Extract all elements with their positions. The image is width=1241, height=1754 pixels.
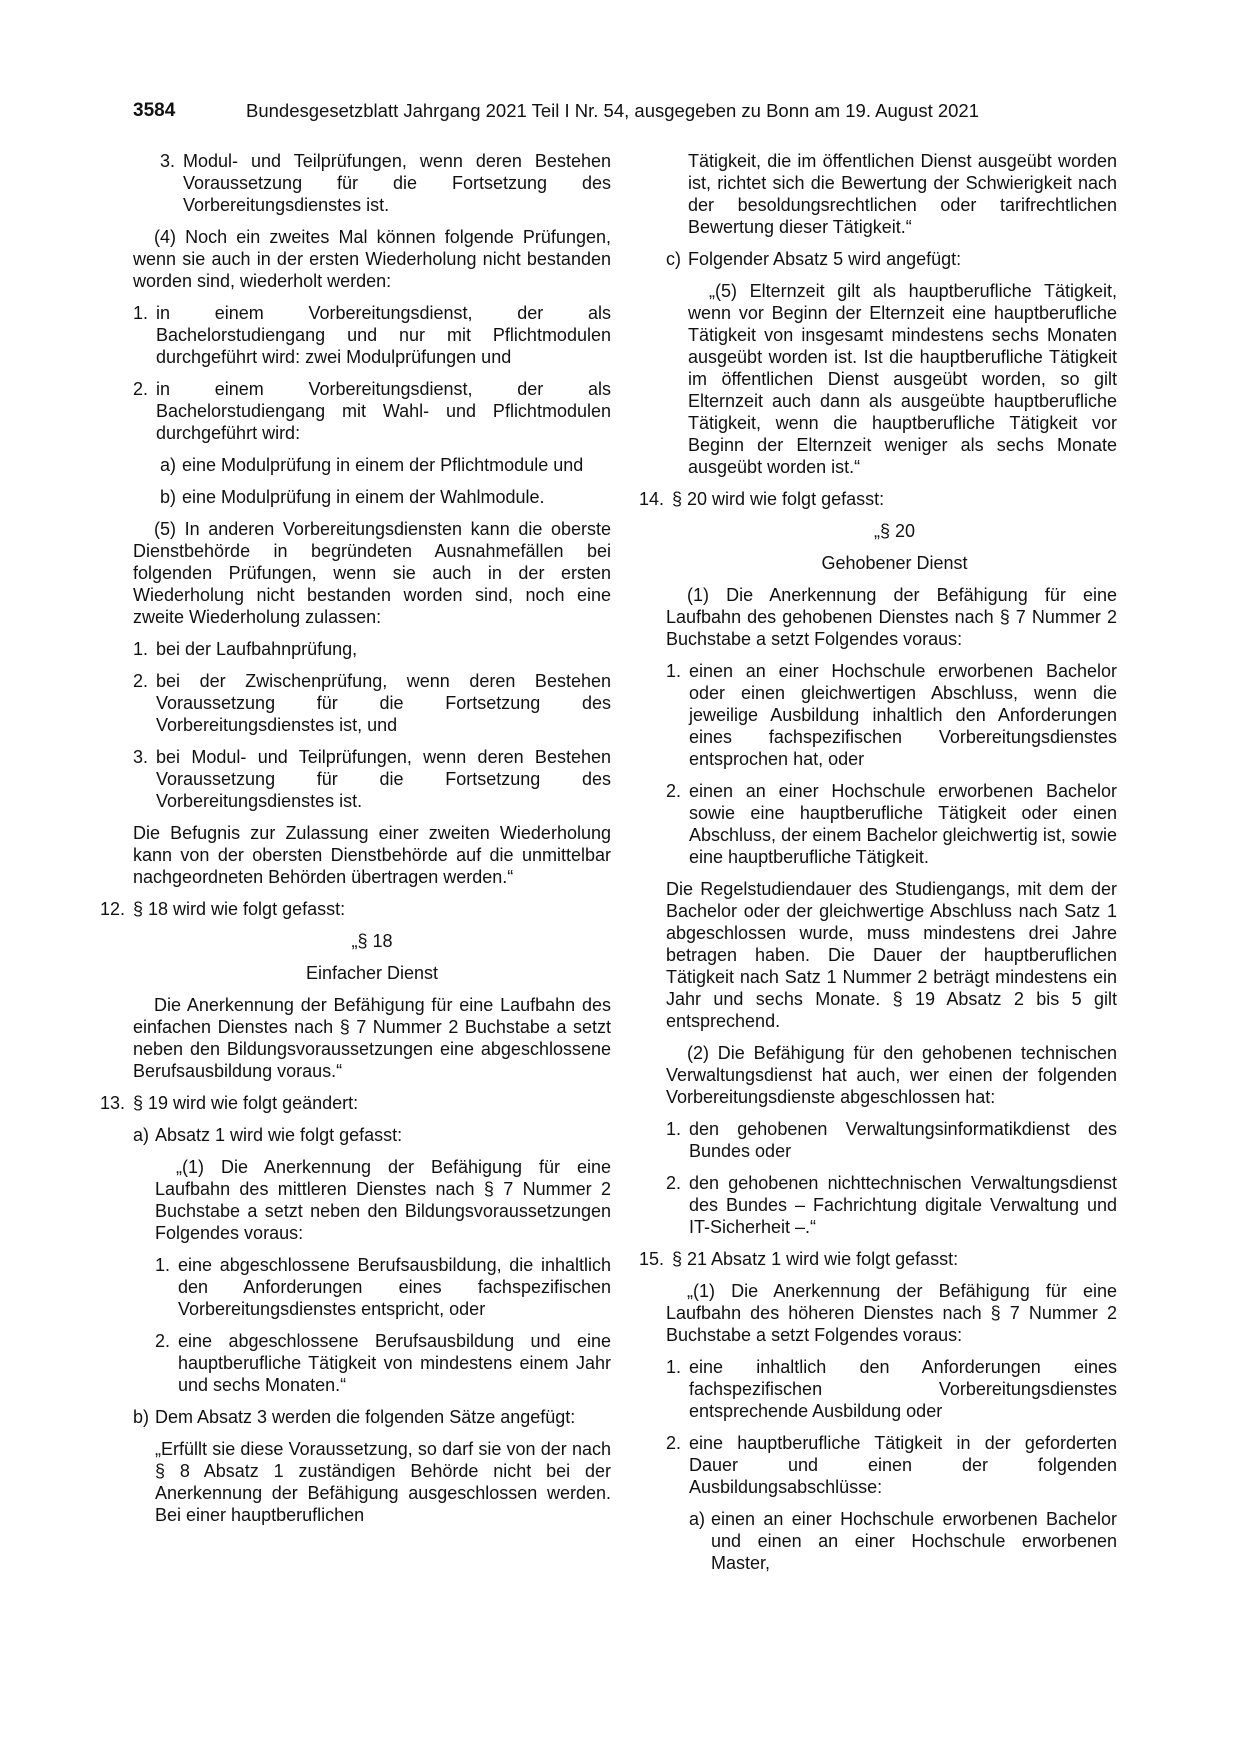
paragraph: „(1) Die Anerkennung der Befähigung für eine Laufbahn des höheren Dienstes nach § 7 Nummer 2 Buchstabe a setzt Folgendes voraus: (666, 1281, 1117, 1345)
section-number: „§ 20 (873, 521, 916, 541)
list-item: 2. bei der Zwischenprüfung, wenn deren Bestehen Voraussetzung für die Fortsetzung des Vorbereitungsdienstes ist, und (133, 671, 611, 735)
list-item: 15. § 21 Absatz 1 wird wie folgt gefasst: (639, 1249, 959, 1269)
list-item: 3. bei Modul- und Teilprüfungen, wenn deren Bestehen Voraussetzung für die Fortsetzung des Vorbereitungsdienstes ist. (133, 747, 611, 811)
list-item: 3. Modul- und Teilprüfungen, wenn deren Bestehen Voraussetzung für die Fortsetzung des Vorbereitungsdienstes ist. (160, 151, 611, 215)
paragraph: Die Befugnis zur Zulassung einer zweiten Wiederholung kann von der obersten Dienstbehörde auf die unmittelbar nachgeordneten Behörden übertragen werden.“ (133, 823, 611, 887)
paragraph: (1) Die Anerkennung der Befähigung für eine Laufbahn des gehobenen Dienstes nach § 7 Nummer 2 Buchstabe a setzt Folgendes voraus: (666, 585, 1117, 649)
list-item: 1. bei der Laufbahnprüfung, (133, 639, 358, 659)
paragraph: „Erfüllt sie diese Voraussetzung, so darf sie von der nach § 8 Absatz 1 zuständigen Behörde nicht bei der Anerkennung der Befähigung ausgeschlossen werden. Bei einer hauptberuflichen (155, 1439, 611, 1525)
list-item: 2. eine abgeschlossene Berufsausbildung und eine hauptberufliche Tätigkeit von mindestens einem Jahr und sechs Monaten.“ (155, 1331, 611, 1395)
list-item: 12. § 18 wird wie folgt gefasst: (100, 899, 346, 919)
list-item: 1. eine abgeschlossene Berufsausbildung, die inhaltlich den Anforderungen eines fachspezifischen Vorbereitungsdienstes entspricht, oder (155, 1255, 611, 1319)
list-item: 2. eine hauptberufliche Tätigkeit in der geforderten Dauer und einen der folgenden Ausbildungsabschlüsse: (666, 1433, 1117, 1497)
paragraph: (5) In anderen Vorbereitungsdiensten kann die oberste Dienstbehörde in begründeten Ausnahmefällen bei folgenden Prüfungen, wenn sie auch in der ersten Wiederholung nicht bestanden worden sind, noch eine zweite Wiederholung zulassen: (133, 519, 611, 627)
list-item: b) Dem Absatz 3 werden die folgenden Sätze angefügt: (133, 1407, 576, 1427)
section-title: Einfacher Dienst (305, 963, 439, 983)
paragraph: (4) Noch ein zweites Mal können folgende Prüfungen, wenn sie auch in der ersten Wiederholung nicht bestanden worden sind, wiederholt werden: (133, 227, 611, 291)
list-item: 1. einen an einer Hochschule erworbenen Bachelor oder einen gleichwertigen Abschluss, wenn die jeweilige Ausbildung inhaltlich den Anforderungen eines fachspezifischen Vorbereitungsdienstes entsprochen hat, oder (666, 661, 1117, 769)
list-item: b) eine Modulprüfung in einem der Wahlmodule. (160, 487, 545, 507)
list-item: a) Absatz 1 wird wie folgt gefasst: (133, 1125, 403, 1145)
section-title: Gehobener Dienst (821, 553, 968, 573)
list-item: 2. einen an einer Hochschule erworbenen Bachelor sowie eine hauptberufliche Tätigkeit oder einen Abschluss, der einem Bachelor gleichwertig ist, sowie eine hauptberufliche Tätigkeit. (666, 781, 1117, 867)
right-column (639, 150, 1117, 1584)
paragraph: Die Regelstudiendauer des Studiengangs, mit dem der Bachelor oder der gleichwertige Abschluss nach Satz 1 abgeschlossen wurde, muss mindestens drei Jahre betragen haben. Die Dauer der hauptberuflichen Tätigkeit nach Satz 1 Nummer 2 beträgt mindestens ein Jahr und sechs Monate. § 19 Absatz 2 bis 5 gilt entsprechend. (666, 879, 1117, 1031)
gazette-title: Bundesgesetzblatt Jahrgang 2021 Teil I Nr. 54, ausgegeben zu Bonn am 19. August 2021 (246, 100, 979, 121)
paragraph: „(5) Elternzeit gilt als hauptberufliche Tätigkeit, wenn vor Beginn der Elternzeit eine hauptberufliche Tätigkeit von insgesamt mindestens sechs Monaten ausgeübt worden ist. Ist die hauptberufliche Tätigkeit im öffentlichen Dienst ausgeübt worden, so gilt Elternzeit auch dann als ausgeübte hauptberufliche Tätigkeit, wenn die hauptberufliche Tätigkeit vor Beginn der Elternzeit weniger als sechs Monate ausgeübt worden ist.“ (688, 281, 1117, 477)
list-item: 1. den gehobenen Verwaltungsinformatikdienst des Bundes oder (666, 1119, 1117, 1161)
list-item: a) einen an einer Hochschule erworbenen Bachelor und einen an einer Hochschule erworbenen Master, (689, 1509, 1117, 1573)
list-item: 2. in einem Vorbereitungsdienst, der als Bachelorstudiengang mit Wahl- und Pflichtmodulen durchgeführt wird: (133, 379, 611, 443)
list-item: c) Folgender Absatz 5 wird angefügt: (666, 249, 962, 269)
list-item: 1. in einem Vorbereitungsdienst, der als Bachelorstudiengang und nur mit Pflichtmodulen durchgeführt wird: zwei Modulprüfungen und (133, 303, 611, 367)
paragraph: „(1) Die Anerkennung der Befähigung für eine Laufbahn des mittleren Dienstes nach § 7 Nummer 2 Buchstabe a setzt neben den Bildungsvoraussetzungen Folgendes voraus: (155, 1157, 611, 1243)
paragraph: Tätigkeit, die im öffentlichen Dienst ausgeübt worden ist, richtet sich die Bewertung der Schwierigkeit nach der besoldungsrechtlichen oder tarifrechtlichen Bewertung dieser Tätigkeit.“ (688, 151, 1117, 237)
paragraph: (2) Die Befähigung für den gehobenen technischen Verwaltungsdienst hat auch, wer einen der folgenden Vorbereitungsdienste abgeschlossen hat: (666, 1043, 1117, 1107)
list-item: 13. § 19 wird wie folgt geändert: (100, 1093, 359, 1113)
page-number: 3584 (133, 100, 176, 121)
list-item: 2. den gehobenen nichttechnischen Verwaltungsdienst des Bundes – Fachrichtung digitale Verwaltung und IT-Sicherheit –.“ (666, 1173, 1117, 1237)
list-item: 14. § 20 wird wie folgt gefasst: (639, 489, 885, 509)
list-item: a) eine Modulprüfung in einem der Pflichtmodule und (160, 455, 584, 475)
list-item: 1. eine inhaltlich den Anforderungen eines fachspezifischen Vorbereitungsdienstes entsprechende Ausbildung oder (666, 1357, 1117, 1421)
page-header (133, 100, 1113, 130)
section-number: „§ 18 (351, 931, 393, 951)
left-column (100, 150, 611, 1536)
paragraph: Die Anerkennung der Befähigung für eine Laufbahn des einfachen Dienstes nach § 7 Nummer 2 Buchstabe a setzt neben den Bildungsvoraussetzungen eine abgeschlossene Berufsausbildung voraus.“ (133, 995, 611, 1081)
